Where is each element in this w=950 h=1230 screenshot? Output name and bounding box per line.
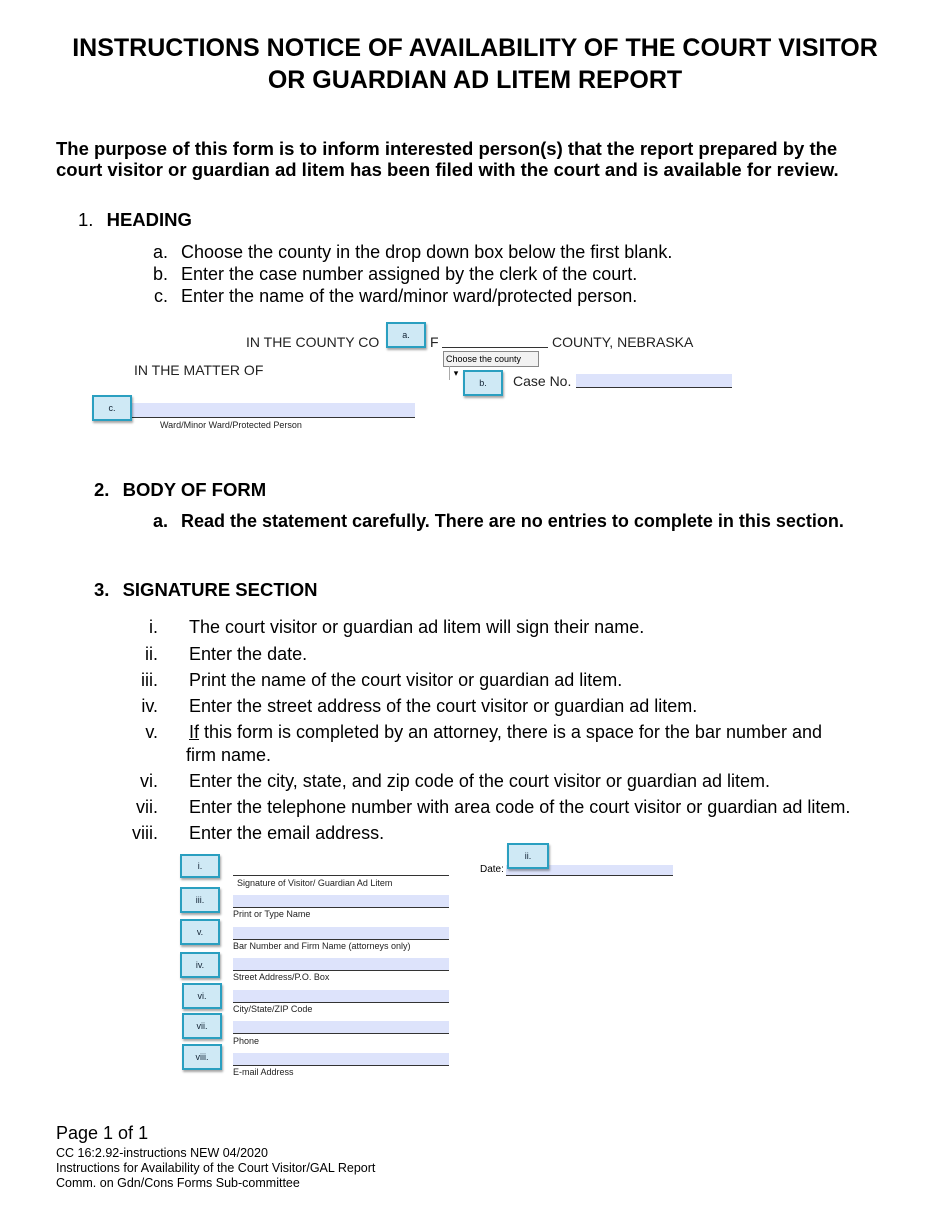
date-label: Date: (480, 864, 504, 875)
county-blank (442, 333, 548, 348)
page-number: Page 1 of 1 (56, 1123, 149, 1143)
court-f: F (430, 334, 439, 350)
email-field[interactable] (233, 1053, 449, 1066)
callout-b: b. (463, 370, 503, 396)
callout-vii: vii. (182, 1013, 222, 1039)
section-3-item (120, 670, 622, 691)
item-marker: iv. (141, 696, 158, 716)
field-label: Street Address/P.O. Box (233, 972, 330, 982)
callout-vi: vi. (182, 983, 222, 1009)
city-state-zip-field[interactable] (233, 990, 449, 1003)
section-3-item (120, 617, 644, 638)
item-marker: vii. (136, 797, 158, 817)
section-3-title: SIGNATURE SECTION (122, 579, 318, 600)
item-marker: a. (152, 242, 168, 262)
item-marker: c. (153, 286, 168, 306)
callout-c: c. (92, 395, 132, 421)
field-label: E-mail Address (233, 1067, 294, 1077)
section-3-number: 3. (94, 579, 110, 600)
item-text-underlined: If (189, 722, 200, 742)
callout-ii: ii. (507, 843, 549, 869)
item-text: Enter the street address of the court visitor or guardian ad litem. (189, 696, 698, 716)
footer-form-title: Instructions for Availability of the Court Visitor/GAL Report (56, 1161, 376, 1175)
item-text-continued: firm name. (186, 745, 272, 765)
page-title (0, 32, 950, 96)
item-marker: v. (145, 722, 158, 742)
item-text: Enter the date. (189, 644, 308, 664)
section-3-heading (94, 579, 318, 601)
footer-committee: Comm. on Gdn/Cons Forms Sub-committee (56, 1176, 300, 1190)
section-2-item (148, 511, 844, 532)
callout-iv: iv. (180, 952, 220, 978)
item-text: Print the name of the court visitor or guardian ad litem. (189, 670, 623, 690)
case-no-label: Case No. (513, 373, 572, 389)
item-text: Read the statement carefully. There are no entries to complete in this section. (181, 511, 844, 531)
item-marker: viii. (132, 823, 158, 843)
section-1-number: 1. (78, 209, 94, 230)
item-text: Enter the city, state, and zip code of the court visitor or guardian ad litem. (189, 771, 770, 791)
title-line-2: OR GUARDIAN AD LITEM REPORT (267, 66, 683, 94)
section-3-item (120, 797, 850, 818)
item-text: Enter the email address. (189, 823, 385, 843)
signature-line[interactable] (233, 862, 449, 876)
item-text: Enter the telephone number with area code of the court visitor or guardian ad litem. (189, 797, 851, 817)
item-marker: a. (152, 511, 168, 531)
section-1-item (148, 264, 637, 285)
field-label: Phone (233, 1036, 260, 1046)
item-text: Enter the case number assigned by the clerk of the court. (181, 264, 638, 284)
case-number-field[interactable] (576, 374, 732, 388)
section-2-heading (94, 479, 266, 501)
ward-name-field[interactable] (132, 403, 415, 418)
section-1-item (148, 242, 672, 263)
ward-label: Ward/Minor Ward/Protected Person (160, 420, 302, 430)
callout-iii: iii. (180, 887, 220, 913)
callout-i: i. (180, 854, 220, 878)
court-suffix: COUNTY, NEBRASKA (552, 334, 694, 350)
item-marker: vi. (140, 771, 158, 791)
field-label: Print or Type Name (233, 909, 311, 919)
bar-number-field[interactable] (233, 927, 449, 940)
section-3-item (120, 771, 770, 792)
street-address-field[interactable] (233, 958, 449, 971)
section-3-item (120, 696, 697, 717)
chevron-down-icon: ▾ (449, 366, 462, 380)
field-label: Bar Number and Firm Name (attorneys only) (233, 941, 411, 951)
print-name-field[interactable] (233, 895, 449, 908)
section-3-item (120, 644, 307, 665)
section-2-title: BODY OF FORM (122, 479, 267, 500)
section-1-heading (78, 209, 192, 231)
item-text: Choose the county in the drop down box below the first blank. (181, 242, 673, 262)
county-dropdown[interactable] (443, 351, 539, 378)
court-prefix: IN THE COUNTY CO (246, 334, 380, 350)
section-1-item (148, 286, 637, 307)
county-dropdown-value: Choose the county (446, 354, 522, 364)
footer-form-id: CC 16:2.92-instructions NEW 04/2020 (56, 1146, 268, 1160)
phone-field[interactable] (233, 1021, 449, 1034)
title-line-1: INSTRUCTIONS NOTICE OF AVAILABILITY OF THE COURT VISITOR (72, 34, 878, 62)
item-text: this form is completed by an attorney, there is a space for the bar number and (199, 722, 823, 742)
field-label: City/State/ZIP Code (233, 1004, 313, 1014)
item-marker: iii. (141, 670, 158, 690)
section-3-item (120, 722, 822, 743)
callout-viii: viii. (182, 1044, 222, 1070)
purpose-statement: The purpose of this form is to inform interested person(s) that the report prepared by the court visitor or guardian ad litem has been filed with the court and is available for review. (56, 138, 839, 180)
item-marker: ii. (145, 644, 158, 664)
matter-label: IN THE MATTER OF (134, 362, 264, 378)
field-label: Signature of Visitor/ Guardian Ad Litem (237, 878, 393, 888)
callout-a: a. (386, 322, 426, 348)
item-text: The court visitor or guardian ad litem will sign their name. (189, 617, 645, 637)
item-marker: b. (152, 264, 168, 284)
section-2-number: 2. (94, 479, 110, 500)
section-1-title: HEADING (106, 209, 192, 230)
callout-v: v. (180, 919, 220, 945)
item-text: Enter the name of the ward/minor ward/protected person. (181, 286, 638, 306)
section-3-item (120, 823, 384, 844)
item-marker: i. (149, 617, 158, 637)
